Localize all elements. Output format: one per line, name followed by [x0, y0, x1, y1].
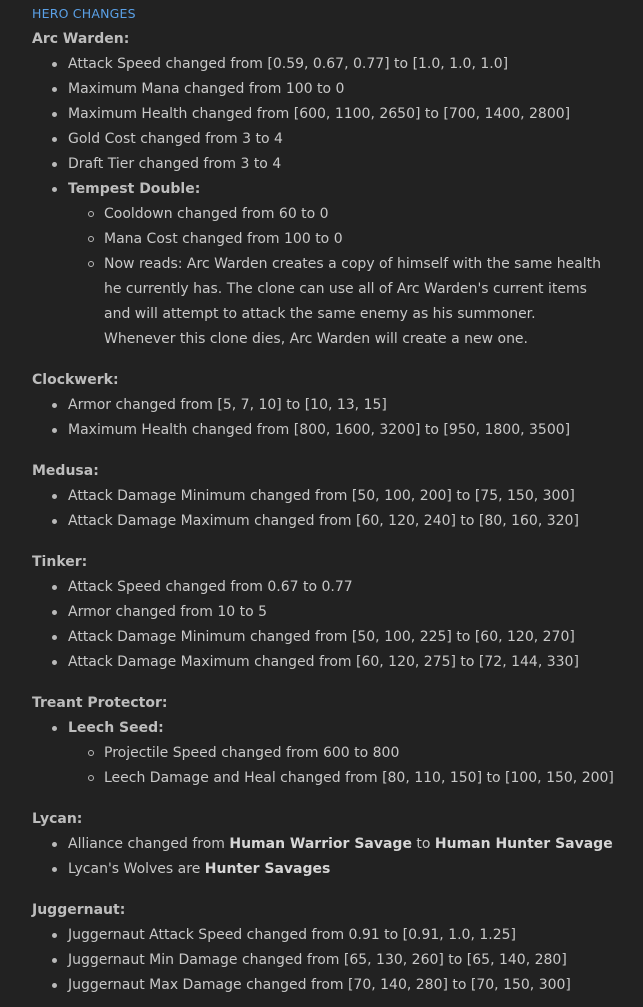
hero-name: Lycan:	[32, 811, 83, 827]
hero-name: Arc Warden:	[32, 31, 130, 47]
hero-name: Medusa:	[32, 463, 99, 479]
ability-name: Tempest Double:	[68, 181, 201, 197]
spacer	[32, 882, 643, 898]
list-item: Draft Tier changed from 3 to 4	[32, 152, 643, 177]
change-list	[32, 52, 643, 352]
hero-arc-warden	[32, 27, 643, 352]
wolves-alliance: Hunter Savages	[204, 861, 331, 877]
wolves-prefix: Lycan's Wolves are	[68, 861, 205, 877]
ability-change-list	[68, 202, 643, 352]
change-list	[32, 832, 643, 882]
list-item: Projectile Speed changed from 600 to 800	[68, 741, 643, 766]
list-item: Gold Cost changed from 3 to 4	[32, 127, 643, 152]
hero-tinker	[32, 550, 643, 675]
hero-name: Clockwerk:	[32, 372, 119, 388]
change-list	[32, 484, 643, 534]
list-item: Leech Damage and Heal changed from [80, 110, 150] to [100, 150, 200]	[68, 766, 643, 791]
change-list	[32, 393, 643, 443]
change-list	[32, 923, 643, 998]
ability-name: Leech Seed:	[68, 720, 164, 736]
list-item: Attack Damage Maximum changed from [60, 120, 240] to [80, 160, 320]	[32, 509, 643, 534]
list-item: Mana Cost changed from 100 to 0	[68, 227, 643, 252]
spacer	[32, 675, 643, 691]
hero-treant-protector	[32, 691, 643, 791]
hero-name: Juggernaut:	[32, 902, 126, 918]
hero-clockwerk	[32, 368, 643, 443]
change-list	[32, 716, 643, 791]
list-item: Armor changed from [5, 7, 10] to [10, 13, 15]	[32, 393, 643, 418]
hero-juggernaut	[32, 898, 643, 998]
list-item: Attack Speed changed from 0.67 to 0.77	[32, 575, 643, 600]
list-item: Attack Speed changed from [0.59, 0.67, 0.77] to [1.0, 1.0, 1.0]	[32, 52, 643, 77]
alliance-middle: to	[411, 836, 435, 852]
list-item: Armor changed from 10 to 5	[32, 600, 643, 625]
list-item	[32, 832, 643, 857]
list-item: Juggernaut Min Damage changed from [65, 130, 260] to [65, 140, 280]	[32, 948, 643, 973]
list-item: Attack Damage Maximum changed from [60, 120, 275] to [72, 144, 330]	[32, 650, 643, 675]
change-list	[32, 575, 643, 675]
list-item: Juggernaut Max Damage changed from [70, 140, 280] to [70, 150, 300]	[32, 973, 643, 998]
ability-item	[32, 716, 643, 791]
alliance-to: Human Hunter Savage	[434, 836, 613, 852]
alliance-from: Human Warrior Savage	[229, 836, 412, 852]
spacer	[32, 352, 643, 368]
list-item: Attack Damage Minimum changed from [50, 100, 200] to [75, 150, 300]	[32, 484, 643, 509]
section-header: HERO CHANGES	[32, 6, 136, 21]
spacer	[32, 534, 643, 550]
hero-medusa	[32, 459, 643, 534]
hero-lycan	[32, 807, 643, 882]
spacer	[32, 791, 643, 807]
list-item: Maximum Health changed from [800, 1600, 3200] to [950, 1800, 3500]	[32, 418, 643, 443]
alliance-prefix: Alliance changed from	[68, 836, 230, 852]
hero-name: Treant Protector:	[32, 695, 168, 711]
ability-item	[32, 177, 643, 352]
spacer	[32, 443, 643, 459]
hero-name: Tinker:	[32, 554, 88, 570]
ability-description: Now reads: Arc Warden creates a copy of himself with the same health he currently has. The clone can use all of Arc Warden's current items and will attempt to attack the same enemy as his summoner. Whenever this clone dies, Arc Warden will create a new one.	[104, 256, 602, 347]
list-item: Cooldown changed from 60 to 0	[68, 202, 643, 227]
list-item: Maximum Health changed from [600, 1100, 2650] to [700, 1400, 2800]	[32, 102, 643, 127]
list-item	[32, 857, 643, 882]
list-item: Maximum Mana changed from 100 to 0	[32, 77, 643, 102]
list-item: Attack Damage Minimum changed from [50, 100, 225] to [60, 120, 270]	[32, 625, 643, 650]
ability-change-list	[68, 741, 643, 791]
list-item	[68, 252, 643, 352]
list-item: Juggernaut Attack Speed changed from 0.91 to [0.91, 1.0, 1.25]	[32, 923, 643, 948]
